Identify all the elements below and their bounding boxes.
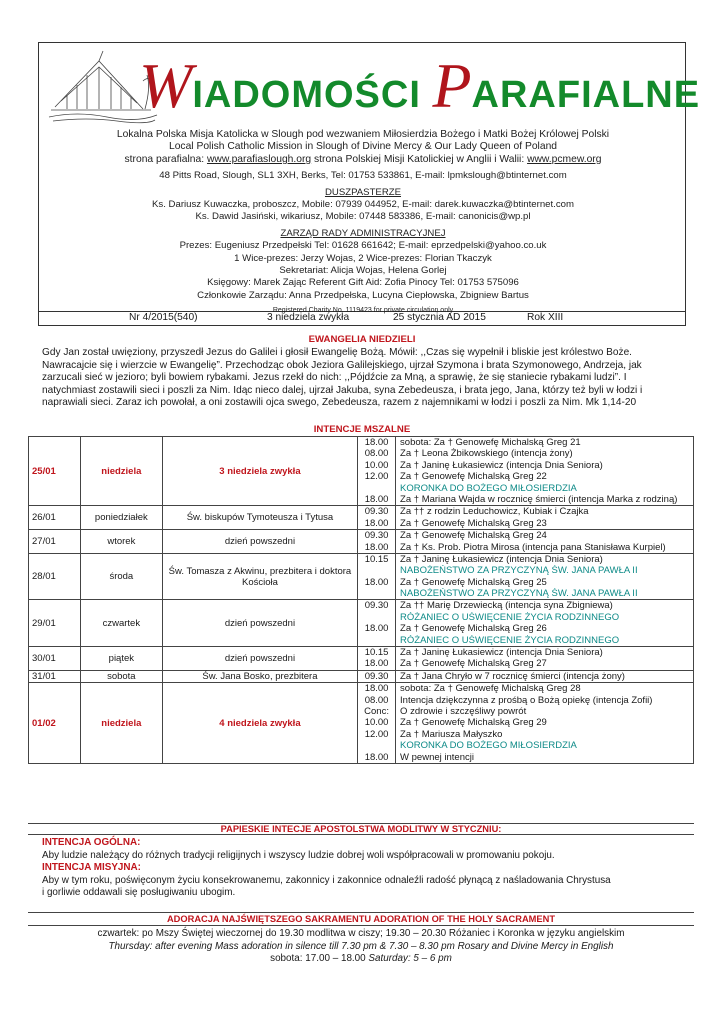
mass-date: 01/02 [29,683,81,764]
mission-intention-text-2: i gorliwie oddawali się posługiwaniu ubogim. [42,887,236,899]
mass-time [358,483,395,494]
issue-number: Nr 4/2015(540) [129,312,198,323]
mass-time: 09.30 [364,600,389,612]
mass-time: 12.00 [364,728,389,740]
mass-intentions-title: INTENCJE MSZALNE [313,424,411,435]
gospel-text: Gdy Jan został uwięziony, przyszedł Jezus do Galilei i głosił Ewangelię Bożą. Mówił: ,,Czas się wypełnił i bliskie jest królestwo Boże. Nawracajcie się i wierzcie w Ewangelię”. Przechodząc obok Jeziora Galilejskiego, ujrzał Szymona i brata Szymonowego, Andrzeja, jak zarzucali sieć w jezioro; byli bowiem rybakami. Jezus rzekł do nich: ,,Pójdźcie za Mną, a sprawię, że się staniecie rybakami ludzi”. I natychmiast zostawili sieci i poszli za Nim. Idąc nieco dalej, ujrzał Jakuba, syna Zebedeusza, i brata jego, Jana, którzy też byli w łodzi i naprawiali sieci. Zaraz ich powołał, a oni zostawili ojca swego, Zebedeusza, razem z najemnikami w łodzi i poszli za Nim. Mk 1,14-20 [42,347,643,409]
adoration-title: ADORACJA NAJŚWIĘTSZEGO SAKRAMENTU ADORATION OF THE HOLY SACRAMENT [28,912,694,926]
mass-times [358,553,396,600]
mass-date: 26/01 [29,506,81,530]
adoration-line-pl: czwartek: po Mszy Świętej wieczornej do 19.30 modlitwa w ciszy; 19.30 – 20.30 Różaniec i Koronka w języku angielskim [97,928,625,939]
mass-times [358,670,396,682]
mass-intention: Za † Genowefę Michalską Greg 25 [400,576,547,588]
board-line-5: Członkowie Zarządu: Anna Przedpełska, Lucyna Ciepłowska, Zbigniew Bartus [197,289,529,301]
mass-intention: sobota: Za † Genowefę Michalską Greg 28 [400,683,581,695]
mass-time: 09.30 [364,506,389,518]
adoration-line-en: Thursday: after evening Mass adoration in silence till 7.30 pm & 7.30 – 8.30 pm Rosary and Divine Mercy in English [108,940,614,952]
board-heading: ZARZĄD RADY ADMINISTRACYJNEJ [280,227,446,239]
mass-day-row [29,670,694,682]
board-line-4: Księgowy: Marek Zając Referent Gift Aid: Zofia Pinocy Tel: 01753 575096 [207,277,519,289]
masthead-details [39,129,687,318]
devotion-note: NABOŻEŃSTWO ZA PRZYCZYNĄ ŚW. JANA PAWŁA II [400,588,638,600]
clergy-line-2: Ks. Dawid Jasiński, wikariusz, Mobile: 07448 583386, E-mail: canonicis@wp.pl [195,211,531,223]
papal-intentions [42,837,682,900]
mass-time [358,565,395,576]
mass-intention: Intencja dziękczynna z prośbą o Bożą opiekę (intencja Zofii) [400,694,653,706]
devotion-note: NABOŻEŃSTWO ZA PRZYCZYNĄ ŚW. JANA PAWŁA II [400,565,638,577]
mass-date: 30/01 [29,647,81,671]
mass-day-row [29,506,694,530]
board-line-3: Sekretariat: Alicja Wojas, Helena Gorlej [279,265,447,277]
mass-times [358,530,396,554]
pcmew-website-link[interactable]: www.pcmew.org [527,153,602,165]
mass-intention: Za † Janinę Łukasiewicz (intencja Dnia Seniora) [400,553,603,565]
address-line: 48 Pitts Road, Slough, SL1 3XH, Berks, Tel: 01753 533861, E-mail: lpmkslough@btinternet.com [159,170,567,182]
mass-weekday: czwartek [80,600,162,647]
gospel-title: EWANGELIA NIEDZIELI [308,334,416,345]
devotion-note: RÓŻANIEC O UŚWIĘCENIE ŻYCIA RODZINNEGO [400,611,620,623]
clergy-line-1: Ks. Dariusz Kuwaczka, proboszcz, Mobile: 07939 044952, E-mail: darek.kuwaczka@btinternet.com [152,199,574,211]
mass-time: 18.00 [364,517,389,529]
masthead-title: WIADOMOŚCI PARAFIALNE [139,50,701,121]
mass-time: 10.00 [364,459,389,471]
mass-time [358,612,395,623]
devotion-note: KORONKA DO BOŻEGO MIŁOSIERDZIA [400,740,577,752]
mission-intention-text-1: Aby w tym roku, poświęconym życiu konsekrowanemu, zakonnicy i zakonnice odnaleźli radość płynącą z naśladowania Chrystusa [42,874,611,886]
mass-weekday: piątek [80,647,162,671]
mass-time: 10.15 [364,647,389,659]
mass-date: 28/01 [29,553,81,600]
mass-feast: 4 niedziela zwykła [162,683,357,764]
board-line-1: Prezes: Eugeniusz Przedpełski Tel: 01628 661642; E-mail: eprzedpelski@yahoo.co.uk [179,240,547,252]
mass-intentions-table [28,436,694,764]
website-line: strona parafialna: www.parafiaslough.org strona Polskiej Misji Katolickiej w Anglii i Walii: www.pcmew.org [124,153,602,165]
mass-feast: Św. Jana Bosko, prezbitera [162,670,357,682]
mass-feast: dzień powszedni [162,530,357,554]
mass-intention: Za † Jana Chryło w 7 rocznicę śmierci (intencja żony) [400,670,625,682]
adoration-details [28,928,694,966]
mass-intention: Za † Genowefę Michalską Greg 27 [400,658,547,670]
mass-time: 18.00 [364,623,389,635]
mass-time: 08.00 [364,448,389,460]
mass-intention: Za † Mariusza Małyszko [400,728,503,740]
mass-time [358,635,395,646]
mass-intention: Za †† Marię Drzewiecką (intencja syna Zbigniewa) [400,600,613,612]
mass-feast: dzień powszedni [162,600,357,647]
mass-times [358,506,396,530]
mass-weekday: niedziela [80,683,162,764]
issue-date: 25 stycznia AD 2015 [393,312,486,323]
mass-feast: dzień powszedni [162,647,357,671]
board-line-2: 1 Wice-prezes: Jerzy Wojas, 2 Wice-prezes: Florian Tkaczyk [234,252,492,264]
general-intention-text: Aby ludzie należący do różnych tradycji religijnych i wszyscy ludzie dobrej woli współpracowali w promowaniu pokoju. [42,849,555,861]
mass-intention: Za † Janinę Łukasiewicz (intencja Dnia Seniora) [400,647,603,659]
mass-date: 25/01 [29,437,81,506]
mass-time: 18.00 [364,493,389,505]
mass-weekday: środa [80,553,162,600]
mission-name-pl: Lokalna Polska Misja Katolicka w Slough pod wezwaniem Miłosierdzia Bożego i Matki Bożej Królowej Polski [116,129,610,140]
mass-date: 29/01 [29,600,81,647]
mass-intention: Za † Genowefę Michalską Greg 26 [400,623,547,635]
mass-times [358,647,396,671]
devotion-note: RÓŻANIEC O UŚWIĘCENIE ŻYCIA RODZINNEGO [400,634,620,646]
mission-name-en: Local Polish Catholic Mission in Slough of Divine Mercy & Our Lady Queen of Poland [168,141,558,153]
mass-intentions [396,683,694,764]
charity-note: Registered Charity No. 1119423 for private circulation only [272,307,454,315]
masthead-box [38,42,701,315]
mass-feast: 3 niedziela zwykła [162,437,357,506]
mass-time: 18.00 [364,576,389,588]
mass-intention: sobota: Za † Genowefę Michalską Greg 21 [400,437,581,448]
mass-intentions [396,530,694,554]
mass-intention: Za † Mariana Wajda w rocznicę śmierci (intencja Marka z rodziną) [400,493,678,505]
papal-intentions-title: PAPIESKIE INTECJE APOSTOLSTWA MODLITWY W STYCZNIU: [28,823,694,835]
parish-website-link[interactable]: www.parafiaslough.org [206,153,312,165]
mass-time: 09.30 [364,670,389,682]
mass-intention: O zdrowie i szczęśliwy powrót [400,705,527,717]
mass-time: 18.00 [364,683,389,695]
mass-day-row [29,553,694,600]
mass-intentions [396,437,694,506]
mass-intention: Za † Genowefę Michalską Greg 23 [400,517,547,529]
issue-year: Rok XIII [527,312,564,323]
mass-time: 18.00 [364,437,389,448]
mass-day-row [29,600,694,647]
mass-intentions [396,506,694,530]
mass-weekday: sobota [80,670,162,682]
mass-intention: W pewnej intencji [400,751,474,763]
devotion-note: KORONKA DO BOŻEGO MIŁOSIERDZIA [400,482,577,494]
mass-intentions [396,600,694,647]
issue-bar [38,312,686,326]
mass-intention: Za † Janinę Łukasiewicz (intencja Dnia Seniora) [400,459,603,471]
mass-times [358,437,396,506]
mass-intention: Za † Genowefę Michalską Greg 24 [400,530,547,542]
mass-day-row [29,683,694,764]
mass-intention: Za † Genowefę Michalską Greg 22 [400,471,547,483]
mass-intentions [396,553,694,600]
mass-date: 27/01 [29,530,81,554]
mass-feast: Św. Tomasza z Akwinu, prezbitera i doktora Kościoła [162,553,357,600]
mass-time: 08.00 [364,694,389,706]
mass-intention: Za †† z rodzin Leduchowicz, Kubiak i Czajka [400,506,589,518]
mass-intentions [396,670,694,682]
mass-intention: Za † Leona Żbikowskiego (intencja żony) [400,448,573,460]
mass-times [358,683,396,764]
mass-date: 31/01 [29,670,81,682]
mass-time: 10.15 [364,553,389,565]
mass-time: 10.00 [364,717,389,729]
mass-time [358,740,395,751]
mass-time: 18.00 [364,541,389,553]
mass-day-row [29,647,694,671]
mass-intentions [396,647,694,671]
mass-weekday: wtorek [80,530,162,554]
mass-time: 09.30 [364,530,389,542]
mission-intention-label: INTENCJA MISYJNA: [42,862,141,874]
mass-time: 18.00 [364,658,389,670]
clergy-heading: DUSZPASTERZE [324,186,402,198]
mass-day-row [29,437,694,506]
mass-intention: Za † Genowefę Michalską Greg 29 [400,717,547,729]
mass-time: Conc: [364,705,389,717]
mass-intention: Za † Ks. Prob. Piotra Mirosa (intencja pana Stanisława Kurpiel) [400,541,666,553]
mass-day-row [29,530,694,554]
mass-time [358,588,395,599]
mass-time: 12.00 [364,471,389,483]
mass-weekday: niedziela [80,437,162,506]
general-intention-label: INTENCJA OGÓLNA: [42,837,141,848]
issue-sunday: 3 niedziela zwykła [267,312,350,323]
mass-times [358,600,396,647]
mass-weekday: poniedziałek [80,506,162,530]
mass-feast: Św. biskupów Tymoteusza i Tytusa [162,506,357,530]
mass-time: 18.00 [364,751,389,763]
adoration-saturday: sobota: 17.00 – 18.00 Saturday: 5 – 6 pm [270,953,452,965]
